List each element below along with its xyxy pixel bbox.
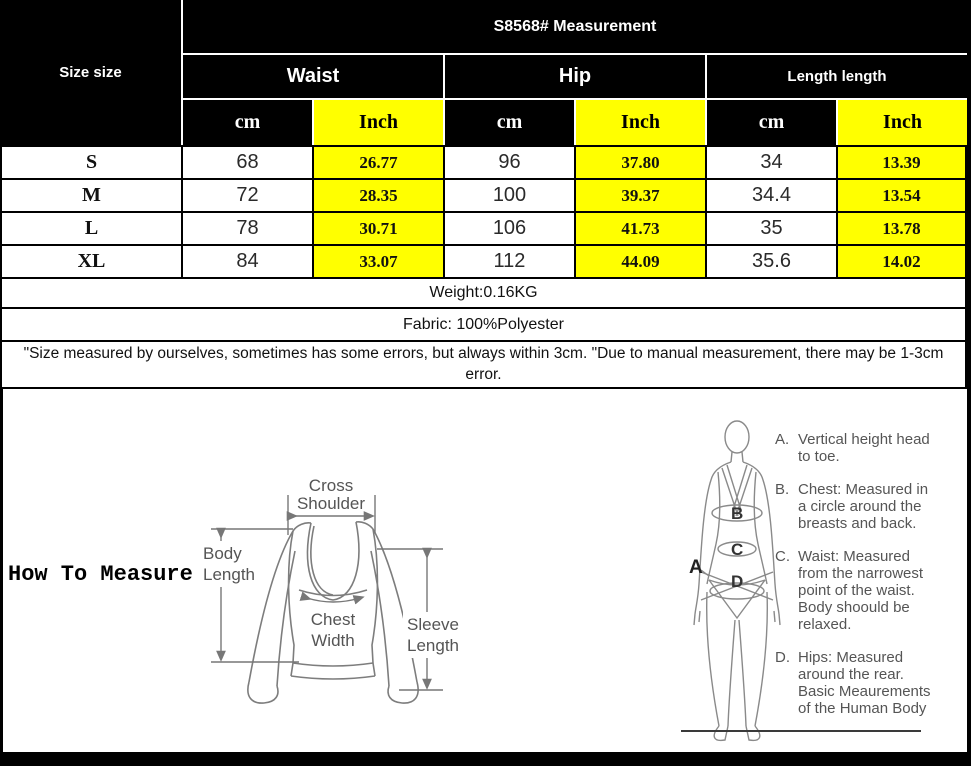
hip-in-value: 44.09	[576, 246, 705, 277]
how-to-measure-section	[0, 389, 967, 752]
unit-header-hip-cm: cm	[445, 100, 574, 145]
hip-cm-value: 96	[445, 147, 574, 178]
weight-row: Weight:0.16KG	[0, 279, 967, 309]
cross-shoulder-label-2: Shoulder	[296, 494, 366, 513]
chest-width-label-1: Chest	[310, 610, 356, 629]
description-text: Hips: Measured around the rear. Basic Meaurements of the Human Body	[798, 649, 931, 717]
how-to-measure-heading: How To Measure	[8, 562, 193, 587]
unit-header-length-cm: cm	[707, 100, 836, 145]
figure-label-c: C	[731, 540, 744, 559]
table-title-label: S8568# Measurement	[493, 17, 657, 35]
body-length-label-1: Body	[203, 544, 242, 563]
table-title	[183, 0, 967, 53]
figure-label-b: B	[731, 504, 744, 523]
measurement-table-header	[0, 0, 967, 145]
size-value: L	[2, 213, 181, 244]
unit-header-hip-inch: Inch	[576, 100, 705, 145]
hip-cm-value: 100	[445, 180, 574, 211]
description-text: Waist: Measured from the narrowest point of the waist. Body shoould be relaxed.	[798, 548, 924, 633]
len-in-value: 13.78	[838, 213, 965, 244]
len-in-value: 14.02	[838, 246, 965, 277]
description-text: Chest: Measured in a circle around the breasts and back.	[798, 481, 929, 532]
size-value: XL	[2, 246, 181, 277]
waist-in-value: 30.71	[314, 213, 443, 244]
waist-cm-value: 84	[183, 246, 312, 277]
group-header-waist: Waist	[183, 55, 443, 98]
unit-header-waist-cm: cm	[183, 100, 312, 145]
size-value: M	[2, 180, 181, 211]
waist-in-value: 33.07	[314, 246, 443, 277]
description-label: A.	[775, 431, 790, 448]
sleeve-length-label-2: Length	[407, 636, 459, 655]
description-label: D.	[775, 649, 790, 666]
sleeve-length-label-1: Sleeve	[407, 615, 459, 634]
figure-label-a: A	[689, 557, 703, 578]
len-in-value: 13.54	[838, 180, 965, 211]
description-item-a	[775, 431, 939, 465]
description-item-c	[775, 548, 939, 633]
garment-measurement-diagram	[181, 449, 493, 741]
hip-in-value: 37.80	[576, 147, 705, 178]
len-cm-value: 34.4	[707, 180, 836, 211]
size-column-header-label: Size size	[59, 64, 122, 81]
size-value: S	[2, 147, 181, 178]
measurement-rows	[0, 145, 967, 279]
figure-label-d: D	[731, 572, 744, 591]
unit-header-length-inch: Inch	[838, 100, 967, 145]
hip-in-value: 41.73	[576, 213, 705, 244]
waist-cm-value: 72	[183, 180, 312, 211]
fabric-row: Fabric: 100%Polyester	[0, 309, 967, 342]
description-item-b	[775, 481, 939, 532]
group-header-length: Length length	[707, 55, 967, 98]
hip-cm-value: 106	[445, 213, 574, 244]
description-text: Vertical height head to toe.	[798, 431, 930, 465]
len-cm-value: 35.6	[707, 246, 836, 277]
hip-cm-value: 112	[445, 246, 574, 277]
chest-width-label-2: Width	[311, 631, 355, 650]
body-length-label-2: Length	[203, 565, 255, 584]
description-item-d	[775, 649, 939, 717]
description-label: C.	[775, 548, 790, 565]
measurement-note: "Size measured by ourselves, sometimes has some errors, but always within 3cm. "Due to manual measurement, there may be 1-3cm error.	[0, 342, 967, 389]
cross-shoulder-label-1: Cross	[308, 476, 354, 495]
len-cm-value: 34	[707, 147, 836, 178]
waist-cm-value: 78	[183, 213, 312, 244]
hip-in-value: 39.37	[576, 180, 705, 211]
unit-header-waist-inch: Inch	[314, 100, 443, 145]
waist-in-value: 26.77	[314, 147, 443, 178]
len-in-value: 13.39	[838, 147, 965, 178]
len-cm-value: 35	[707, 213, 836, 244]
section-underline	[681, 730, 921, 732]
waist-in-value: 28.35	[314, 180, 443, 211]
group-header-hip: Hip	[445, 55, 705, 98]
description-label: B.	[775, 481, 790, 498]
waist-cm-value: 68	[183, 147, 312, 178]
measurement-descriptions	[775, 431, 939, 733]
size-column-header	[0, 0, 181, 145]
